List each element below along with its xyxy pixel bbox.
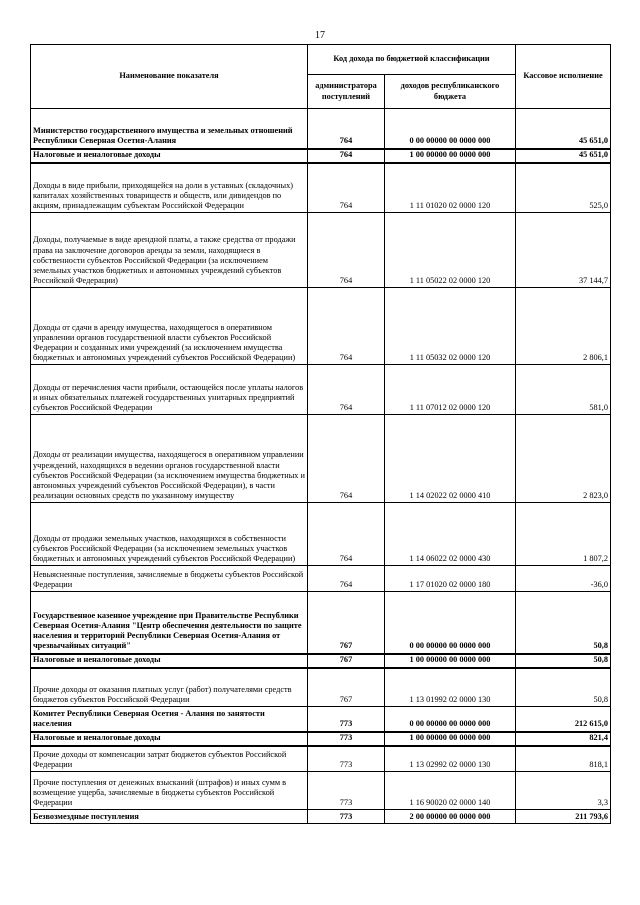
budget-table bbox=[30, 44, 611, 824]
table-row: Налоговые и неналоговые доходы 764 1 00 00000 00 0000 000 45 651,0 bbox=[31, 149, 611, 163]
table-row: Прочие доходы от компенсации затрат бюджетов субъектов Российской Федерации 773 1 13 02992 02 0000 130 818,1 bbox=[31, 746, 611, 772]
table-row: Безвозмездные поступления 773 2 00 00000 00 0000 000 211 793,6 bbox=[31, 810, 611, 824]
header-code-group: Код дохода по бюджетной классификации bbox=[308, 45, 516, 75]
table-row: Комитет Республики Северная Осетия - Алания по занятости населения 773 0 00 00000 00 0000 000 212 615,0 bbox=[31, 707, 611, 732]
table-row: Невыясненные поступления, зачисляемые в бюджеты субъектов Российской Федерации 764 1 17 01020 02 0000 180 -36,0 bbox=[31, 566, 611, 592]
table-row: Доходы от продажи земельных участков, находящихся в собственности субъектов Российской Федерации (за исключением земельных участков бюджетных и автономных учреждений субъектов Российской Федерации) 764 1 14 06022 02 0000 430 1 807,2 bbox=[31, 503, 611, 566]
table-row: Прочие поступления от денежных взысканий (штрафов) и иных сумм в возмещение ущерба, зачисляемые в бюджеты субъектов Российской Федерации 773 1 16 90020 02 0000 140 3,3 bbox=[31, 772, 611, 810]
header-amount: Кассовое исполнение bbox=[516, 45, 611, 109]
table-row: Доходы от сдачи в аренду имущества, находящегося в оперативном управлении органов государственной власти субъектов Российской Федерации и созданных ими учреждений (за исключением имущества бюджетных и автономных учреждений субъектов Российской Федерации) 764 1 11 05032 02 0000 120 2 806,1 bbox=[31, 288, 611, 365]
table-row: Доходы, получаемые в виде арендной платы, а также средства от продажи права на заключение договоров аренды за земли, находящиеся в собственности субъектов Российской Федерации (за исключением земельных участков бюджетных и автономных учреждений субъектов Российской Федерации) 764 1 11 05022 02 0000 120 37 144,7 bbox=[31, 213, 611, 288]
table-row: Доходы от реализации имущества, находящегося в оперативном управлении учреждений, находящихся в ведении органов государственной власти субъектов Российской Федерации (за исключением имущества бюджетных и автономных учреждений субъектов Российской Федерации), в части реализации основных средств по указанному имуществу 764 1 14 02022 02 0000 410 2 823,0 bbox=[31, 415, 611, 503]
table-row: Прочие доходы от оказания платных услуг (работ) получателями средств бюджетов субъектов Российской Федерации 767 1 13 01992 02 0000 130 50,8 bbox=[31, 668, 611, 707]
page-number: 17 bbox=[315, 30, 325, 41]
table-row: Налоговые и неналоговые доходы 767 1 00 00000 00 0000 000 50,8 bbox=[31, 654, 611, 668]
header-admin: администратора поступлений bbox=[308, 75, 385, 109]
table-row: Доходы в виде прибыли, приходящейся на доли в уставных (складочных) капиталах хозяйственных товариществ и обществ, или дивидендов по акциям, принадлежащим субъектам Российской Федерации 764 1 11 01020 02 0000 120 525,0 bbox=[31, 163, 611, 213]
table-row: Министерство государственного имущества и земельных отношений Республики Северная Осетия-Алания 764 0 00 00000 00 0000 000 45 651,0 bbox=[31, 109, 611, 149]
header-revenue-code: доходов республиканского бюджета bbox=[385, 75, 516, 109]
table-row: Налоговые и неналоговые доходы 773 1 00 00000 00 0000 000 821,4 bbox=[31, 732, 611, 746]
table-row: Доходы от перечисления части прибыли, остающейся после уплаты налогов и иных обязательных платежей государственных унитарных предприятий субъектов Российской Федерации 764 1 11 07012 02 0000 120 581,0 bbox=[31, 365, 611, 415]
table-row: Государственное казенное учреждение при Правительстве Республики Северная Осетия-Алания "Центр обеспечения деятельности по защите населения и территорий Республики Северная Осетия-Алания от чрезвычайных ситуаций" 767 0 00 00000 00 0000 000 50,8 bbox=[31, 592, 611, 654]
header-name: Наименование показателя bbox=[31, 45, 308, 109]
